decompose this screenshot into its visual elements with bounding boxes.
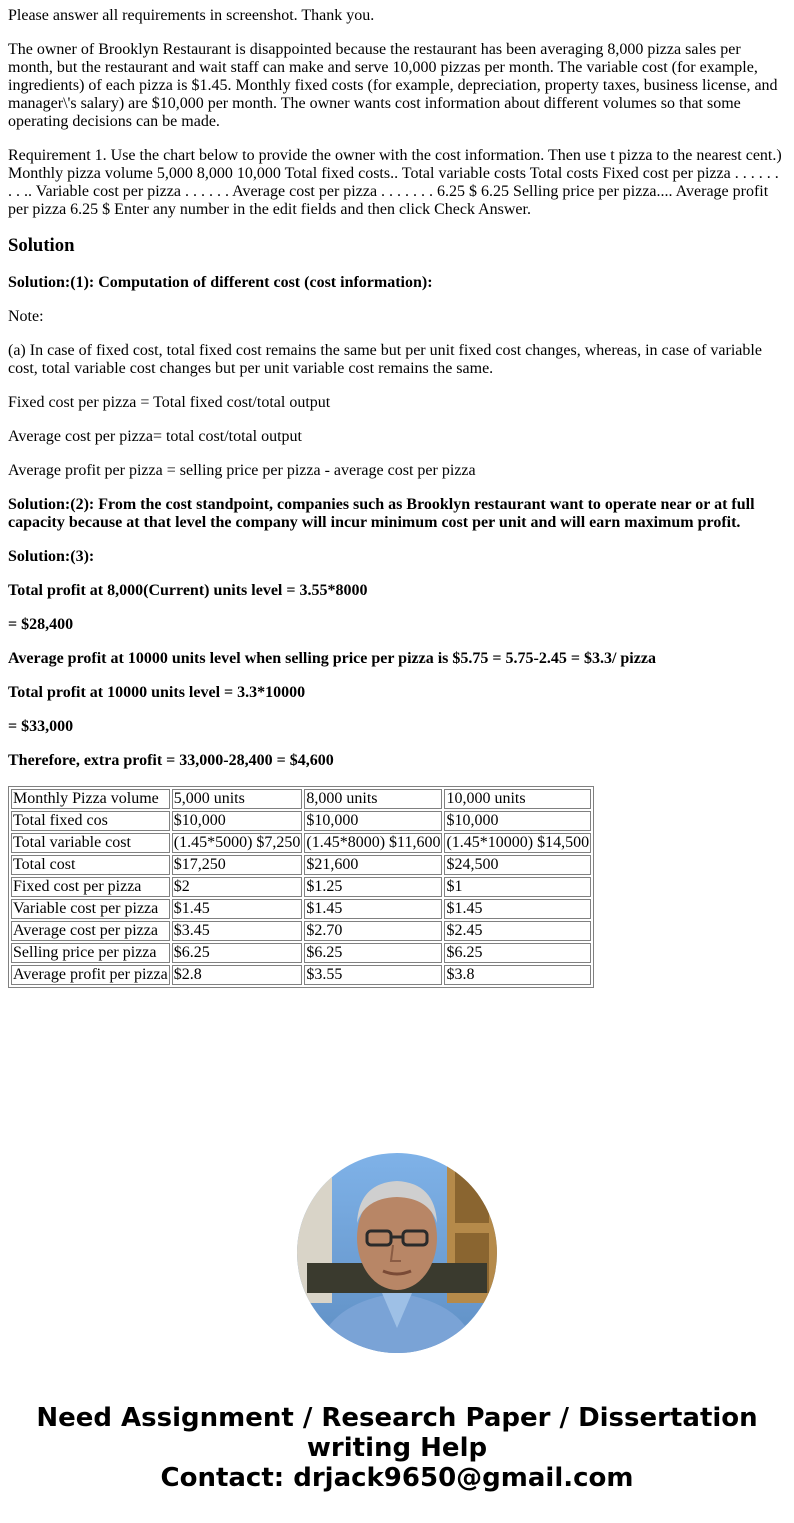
table-cell: $1	[444, 877, 591, 897]
solution-3-line: = $28,400	[8, 616, 74, 633]
table-cell: Average cost per pizza	[11, 921, 170, 941]
table-cell: Monthly Pizza volume	[11, 789, 170, 809]
table-cell: $1.45	[304, 899, 442, 919]
problem-text: The owner of Brooklyn Restaurant is disappointed because the restaurant has been averaging 8,000 pizza sales per month, but the restaurant and wait staff can make and serve 10,000 pizzas per month. The variable cost (for example, ingredients) of each pizza is $1.45. Monthly fixed costs (for example, depreciation, property taxes, business license, and manager\'s salary) are $10,000 per month. The owner wants cost information about different volumes so that some operating decisions can be made.	[8, 41, 778, 130]
table-row	[11, 965, 591, 985]
table-cell: (1.45*5000) $7,250	[173, 834, 301, 851]
solution-3-line: Total profit at 8,000(Current) units level = 3.55*8000	[8, 582, 368, 599]
table-cell: 8,000 units	[304, 789, 442, 809]
table-cell: $10,000	[444, 811, 591, 831]
note-label: Note:	[8, 308, 44, 325]
cost-table-body	[11, 789, 591, 985]
table-cell: 10,000 units	[444, 789, 591, 809]
table-cell: $6.25	[172, 943, 303, 963]
table-row	[11, 789, 591, 809]
footer-contact: Contact: drjack9650@gmail.com	[160, 1463, 634, 1493]
solution-3-heading: Solution:(3):	[8, 548, 95, 565]
table-cell: $3.45	[172, 921, 303, 941]
table-cell: $17,250	[172, 855, 303, 875]
footer-line: Need Assignment / Research Paper / Dissertation	[36, 1403, 758, 1433]
intro-text: Please answer all requirements in screenshot. Thank you.	[8, 7, 375, 24]
table-cell: $1.45	[444, 899, 591, 919]
footer-line: writing Help	[306, 1433, 488, 1463]
table-cell: $2.8	[172, 965, 303, 985]
solution-3-line: Therefore, extra profit = 33,000-28,400 = $4,600	[8, 752, 334, 769]
table-cell: $6.25	[304, 943, 442, 963]
table-cell: $21,600	[304, 855, 442, 875]
table-cell: $3.8	[444, 965, 591, 985]
requirement-text: Requirement 1. Use the chart below to provide the owner with the cost information. Then use t pizza to the nearest cent.) Monthly pizza volume 5,000 8,000 10,000 Total fixed costs.. Total variable costs Total costs Fixed cost per pizza . . . . . . . . .. Variable cost per pizza . . . . . . Average cost per pizza . . . . . . . 6.25 $ 6.25 Selling price per pizza.... Average profit per pizza 6.25 $ Enter any number in the edit fields and then click Check Answer.	[8, 147, 782, 218]
table-cell: $2.70	[304, 921, 442, 941]
table-row	[11, 943, 591, 963]
table-cell: Total fixed cos	[11, 811, 170, 831]
formula-average-cost: Average cost per pizza= total cost/total output	[8, 428, 302, 445]
author-portrait-icon	[297, 1153, 497, 1353]
footer-ad	[0, 1403, 794, 1493]
table-cell: $10,000	[172, 811, 303, 831]
table-row	[11, 833, 591, 853]
table-row	[11, 811, 591, 831]
note-a: (a) In case of fixed cost, total fixed cost remains the same but per unit fixed cost changes, whereas, in case of variable cost, total variable cost changes but per unit variable cost remains the same.	[8, 342, 762, 377]
table-cell: $24,500	[444, 855, 591, 875]
solution-heading: Solution	[8, 235, 75, 256]
table-cell: (1.45*10000) $14,500	[446, 834, 590, 851]
table-cell: $1.45	[172, 899, 303, 919]
table-row	[11, 855, 591, 875]
table-row	[11, 877, 591, 897]
solution-3-line: Total profit at 10000 units level = 3.3*10000	[8, 684, 306, 701]
table-row	[11, 921, 591, 941]
solution-3-line: Average profit at 10000 units level when selling price per pizza is $5.75 = 5.75-2.45 = $3.3/ pizza	[8, 650, 656, 667]
solution-1-heading: Solution:(1): Computation of different cost (cost information):	[8, 274, 433, 291]
table-cell: Total variable cost	[11, 833, 170, 853]
cost-table	[8, 786, 594, 988]
table-cell: $6.25	[444, 943, 591, 963]
table-cell: $2.45	[444, 921, 591, 941]
table-cell: Variable cost per pizza	[11, 899, 170, 919]
table-cell: (1.45*8000) $11,600	[306, 834, 441, 851]
formula-fixed-cost: Fixed cost per pizza = Total fixed cost/total output	[8, 394, 331, 411]
table-cell: $1.25	[304, 877, 442, 897]
table-cell: 5,000 units	[172, 789, 303, 809]
table-cell: Fixed cost per pizza	[11, 877, 170, 897]
solution-2: Solution:(2): From the cost standpoint, companies such as Brooklyn restaurant want to operate near or at full capacity because at that level the company will incur minimum cost per unit and will earn maximum profit.	[8, 496, 755, 531]
document-body	[8, 7, 786, 988]
table-cell: $10,000	[304, 811, 442, 831]
table-row	[11, 899, 591, 919]
solution-3-line: = $33,000	[8, 718, 74, 735]
table-cell: Average profit per pizza	[13, 966, 168, 983]
table-cell: Total cost	[11, 855, 170, 875]
table-cell: $2	[172, 877, 303, 897]
author-avatar	[297, 1153, 497, 1353]
table-cell: $3.55	[304, 965, 442, 985]
formula-average-profit: Average profit per pizza = selling price per pizza - average cost per pizza	[8, 462, 476, 479]
table-cell: Selling price per pizza	[11, 943, 170, 963]
